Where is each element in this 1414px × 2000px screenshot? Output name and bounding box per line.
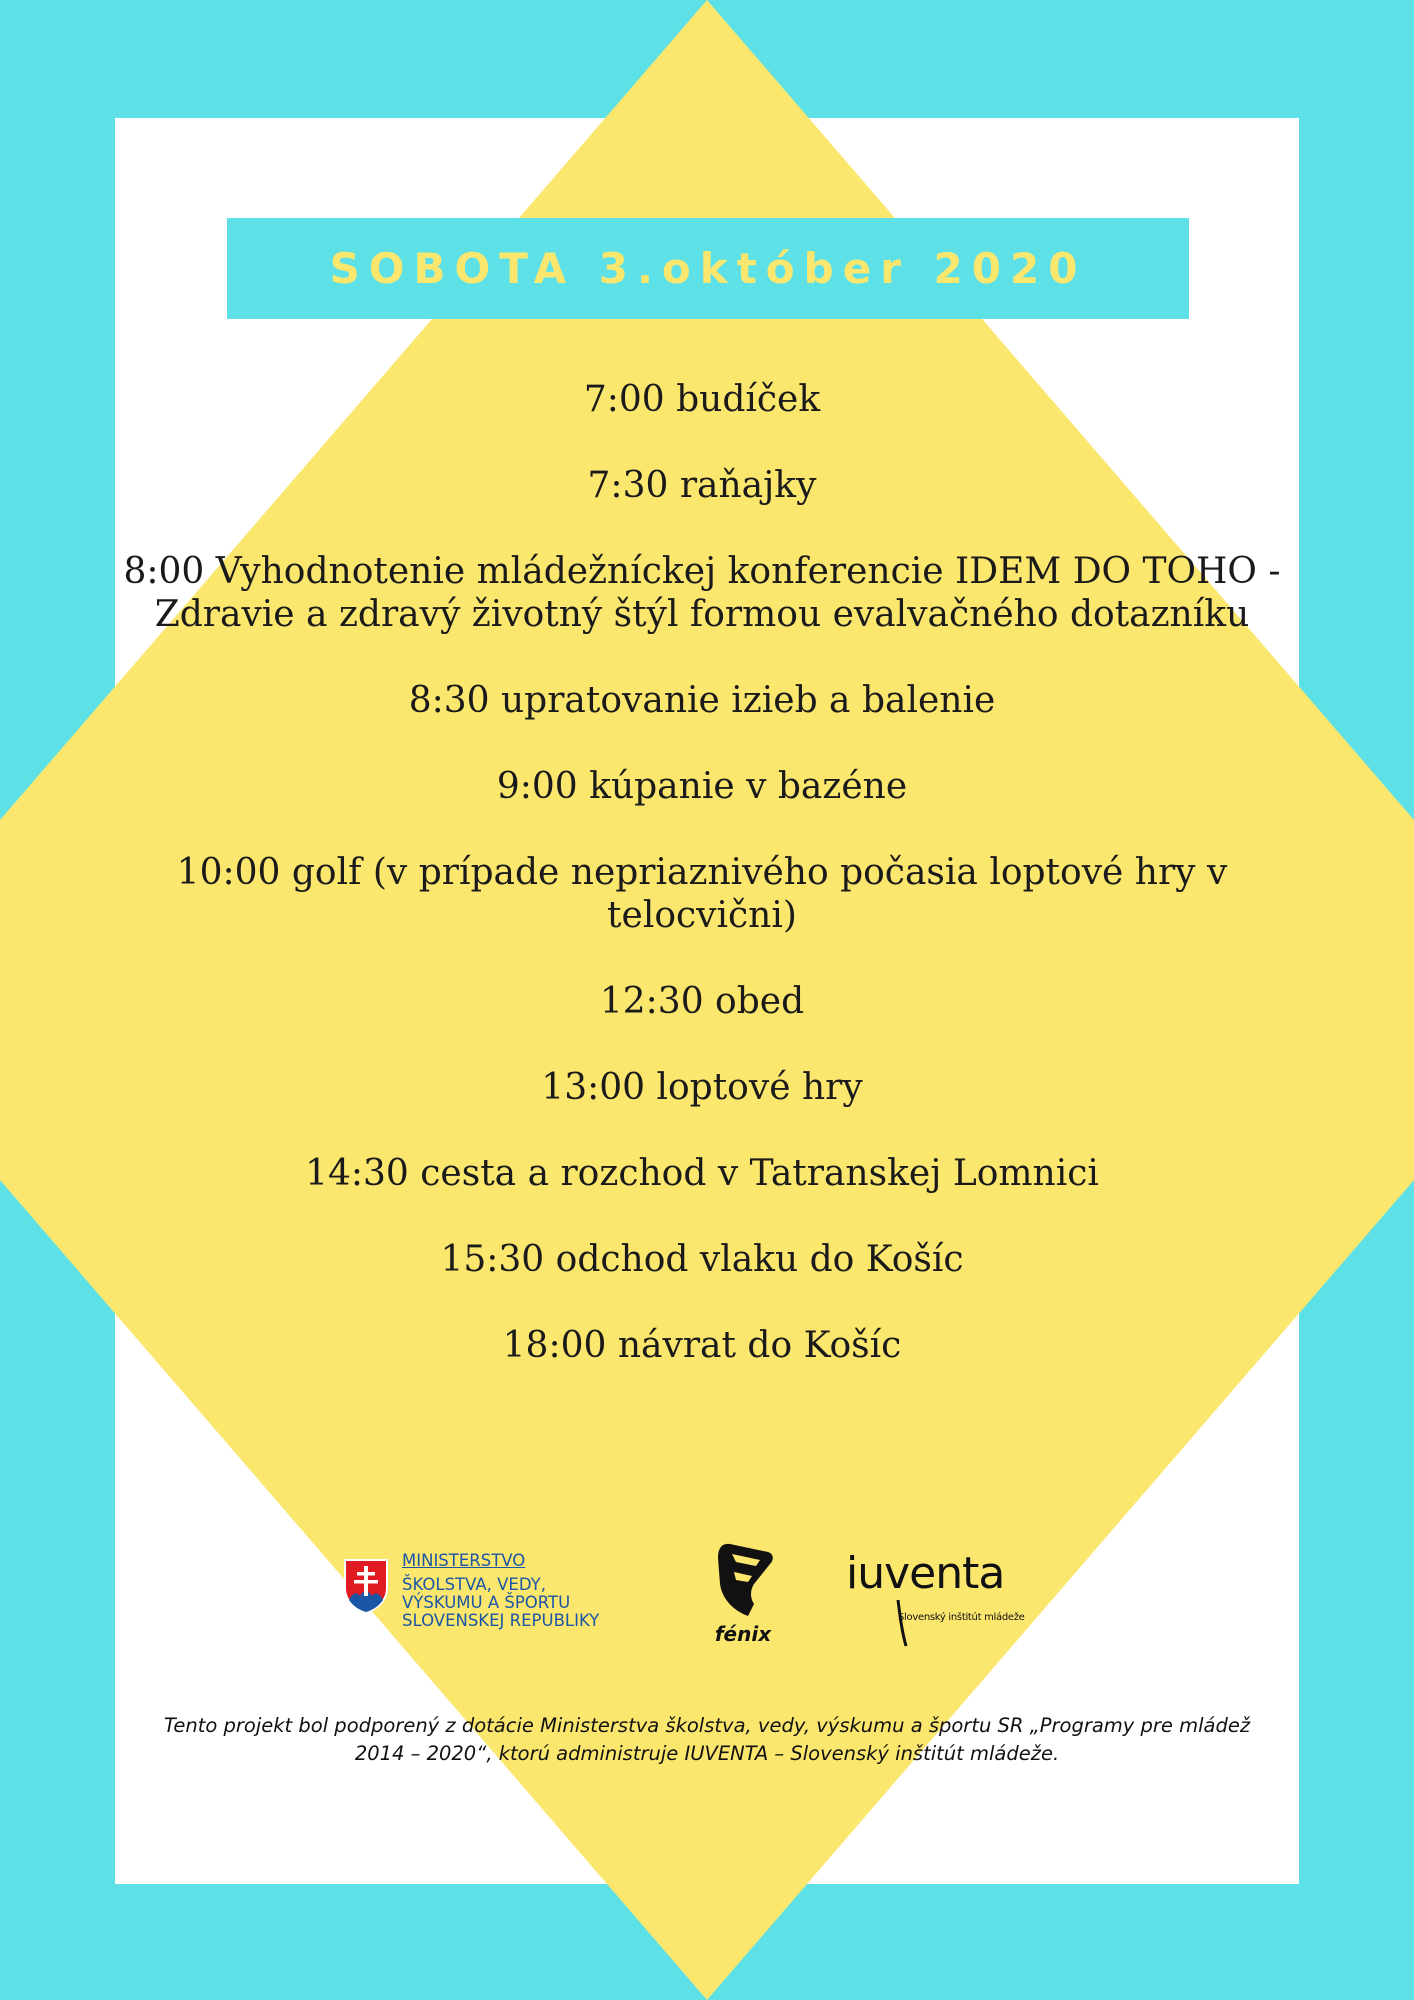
- schedule-item: 12:30 obed: [599, 981, 805, 1022]
- schedule-item: 15:30 odchod vlaku do Košíc: [440, 1239, 964, 1280]
- schedule-list: [90, 378, 1314, 1410]
- iuventa-wordmark: iuventa: [846, 1548, 1005, 1599]
- sponsor-logos: [340, 1538, 1080, 1658]
- fenix-label: fénix: [714, 1622, 772, 1646]
- schedule-item: 8:00 Vyhodnotenie mládežníckej konferencie IDEM DO TOHO - Zdravie a zdravý životný štýl formou evalvačného dotazníku: [123, 551, 1281, 635]
- iuventa-mark-icon: [894, 1598, 914, 1648]
- schedule-item: 8:30 upratovanie izieb a balenie: [408, 680, 996, 721]
- title-banner: [227, 218, 1189, 319]
- schedule-item: 7:00 budíček: [583, 379, 821, 420]
- schedule-item: 14:30 cesta a rozchod v Tatranskej Lomnici: [305, 1153, 1099, 1194]
- schedule-item: 18:00 návrat do Košíc: [502, 1325, 902, 1366]
- fenix-logo: [698, 1538, 788, 1648]
- coat-of-arms-icon: [343, 1558, 389, 1614]
- footer-note: Tento projekt bol podporený z dotácie Ministerstva školstva, vedy, výskumu a športu SR „Programy pre mládež 2014 – 2020“, ktorú administruje IUVENTA – Slovenský inštitút mládeže.: [163, 1714, 1251, 1765]
- iuventa-subtitle: Slovenský inštitút mládeže: [898, 1612, 1025, 1623]
- schedule-item: 13:00 loptové hry: [541, 1067, 863, 1108]
- ministry-line-1: MINISTERSTVO: [402, 1551, 526, 1570]
- schedule-item: 7:30 raňajky: [587, 465, 817, 506]
- ministry-logo: [340, 1546, 640, 1646]
- ministry-line-4: SLOVENSKEJ REPUBLIKY: [402, 1611, 600, 1630]
- fenix-icon: [698, 1538, 788, 1622]
- ministry-line-2: ŠKOLSTVA, VEDY,: [402, 1575, 546, 1594]
- ministry-line-3: VÝSKUMU A ŠPORTU: [402, 1593, 571, 1612]
- schedule-item: 9:00 kúpanie v bazéne: [496, 766, 908, 807]
- schedule-item: 10:00 golf (v prípade nepriaznivého počasia loptové hry v telocvični): [176, 852, 1228, 936]
- page-title: SOBOTA 3.október 2020: [329, 244, 1087, 293]
- iuventa-logo: [846, 1548, 1086, 1648]
